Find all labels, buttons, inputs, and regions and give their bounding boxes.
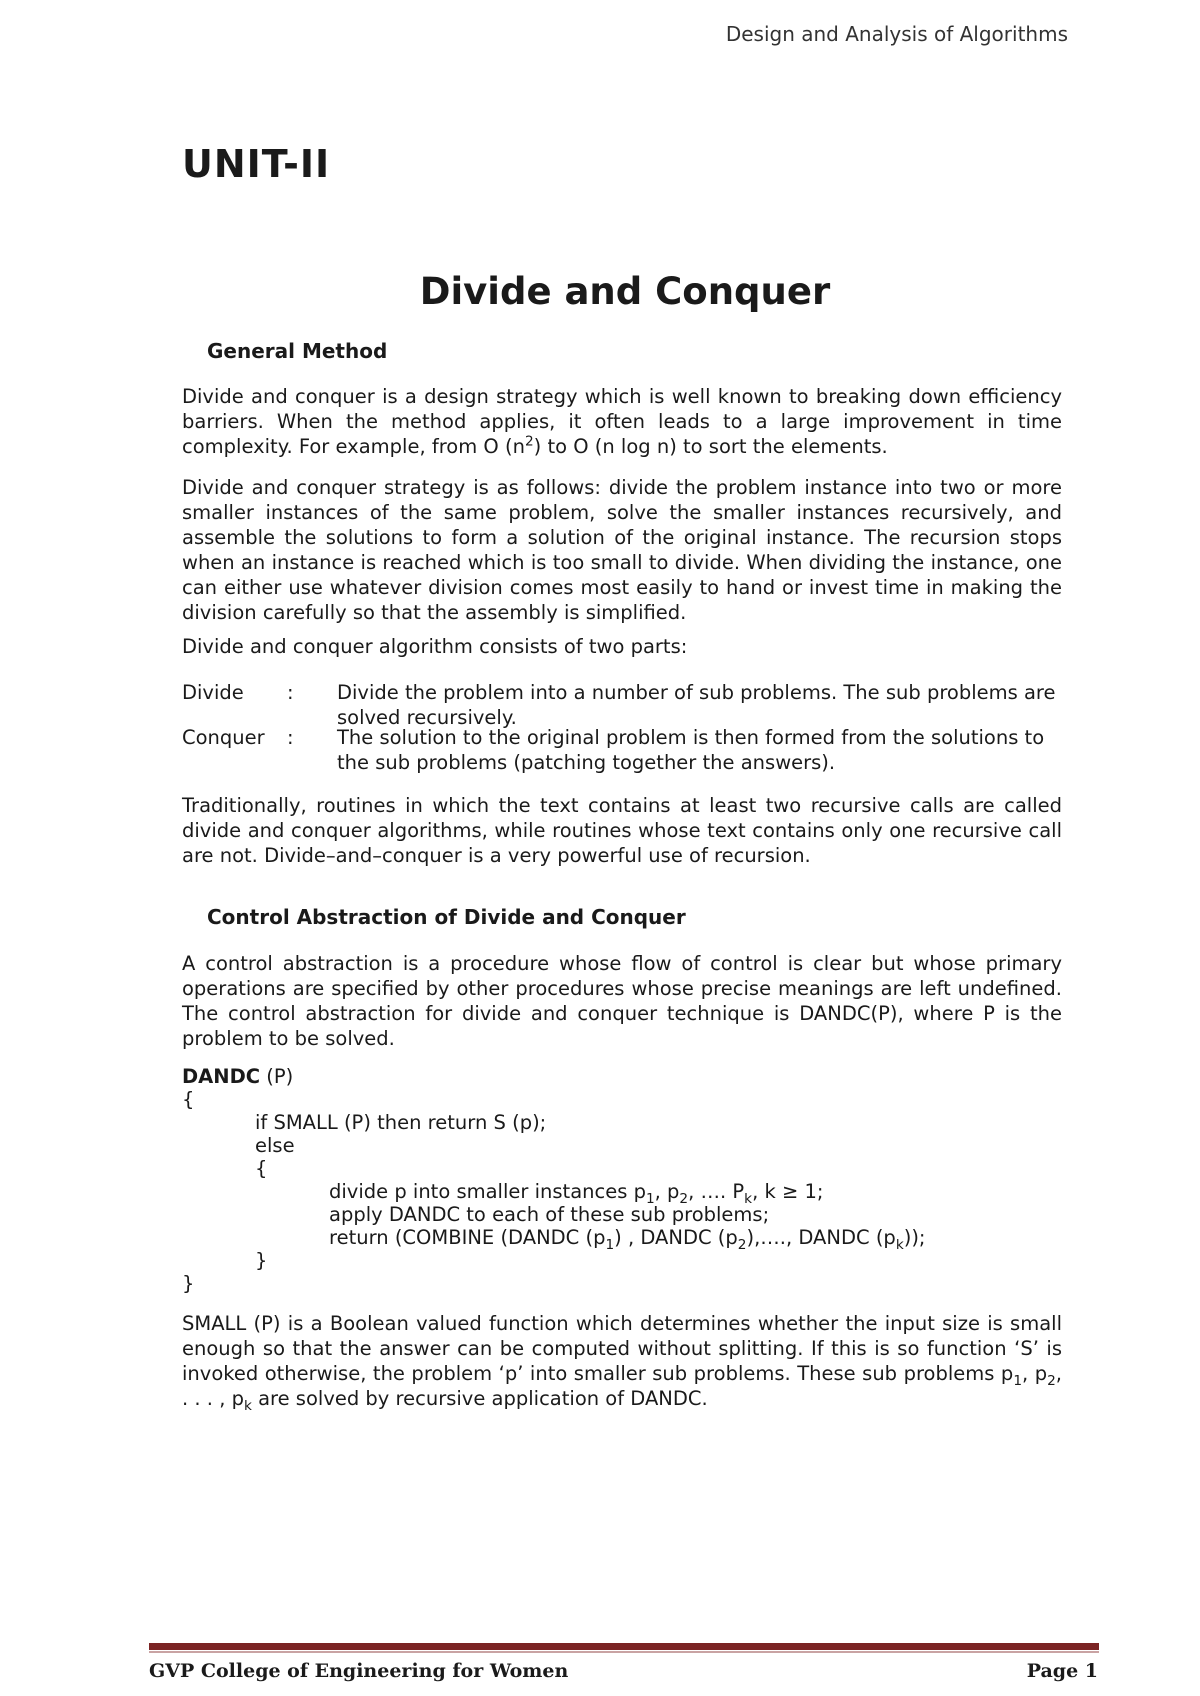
subscript: k [243,1397,252,1414]
subscript: k [895,1236,904,1253]
superscript-exponent: 2 [524,433,534,450]
code-if-line: if SMALL (P) then return S (p); [255,1111,547,1134]
running-header-title: Design and Analysis of Algorithms [725,22,1068,46]
code-inner-close-brace: } [255,1249,268,1272]
paragraph-traditionally: Traditionally, routines in which the text contains at least two recursive calls are called divide and conquer algorithms, while routines whose text contains only one recursive call are not. Divide–and–conquer is a very powerful use of recursion. [182,794,1062,867]
subscript: 1 [605,1236,615,1253]
code-inner-open-brace: { [255,1157,268,1180]
paragraph-strategy: Divide and conquer strategy is as follows: divide the problem instance into two or more smaller instances of the same problem, solve the smaller instances recursively, and assemble the solutions to form a solution of the original instance. The recursion stops when an instance is reached which is too small to divide. When dividing the instance, one can either use whatever division comes most easily to hand or invest time in making the division carefully so that the assembly is simplified. [182,476,1062,624]
subscript: 2 [737,1236,747,1253]
code-divide-text: , p [654,1180,680,1203]
paragraph-intro-text-end: ) to O (n log n) to sort the elements. [533,435,888,458]
code-open-brace: { [182,1088,195,1111]
definition-term: Divide [182,681,244,704]
code-function-name: DANDC [182,1065,261,1088]
definition-colon: : [287,681,294,704]
code-return-text: )); [903,1226,926,1249]
footer-page-number: Page 1 [1026,1660,1098,1682]
subscript: 1 [645,1190,655,1207]
paragraph-small-text: SMALL (P) is a Boolean valued function which determines whether the input size is small enough so that the answer can be computed without splitting. If this is so function ‘S’ is invoked otherwise, the problem ‘p’ into smaller sub problems. These sub problems p [182,1312,1062,1385]
code-param: (P) [260,1065,294,1088]
code-signature [182,1065,293,1089]
paragraph-small-function [182,1311,1062,1414]
code-else-line: else [255,1134,295,1157]
unit-title: UNIT-II [182,142,331,186]
paragraph-control-abstraction: A control abstraction is a procedure whose flow of control is clear but whose primary operations are specified by other procedures whose precise meanings are left undefined. The control abstraction for divide and conquer technique is DANDC(P), where P is the problem to be solved. [182,952,1062,1050]
paragraph-intro [182,384,1062,459]
code-divide-line [329,1180,824,1207]
paragraph-small-text: , p [1022,1362,1048,1385]
section-heading-control-abstraction: Control Abstraction of Divide and Conquer [207,905,686,929]
definition-term: Conquer [182,726,265,749]
code-divide-text: , k ≥ 1; [752,1180,824,1203]
definition-colon: : [287,726,294,749]
subscript: k [744,1190,753,1207]
subscript: 2 [1047,1372,1056,1389]
paragraph-small-text: , . . . , p [182,1362,1062,1410]
code-close-brace: } [182,1272,195,1295]
code-return-text: ),…., DANDC (p [746,1226,896,1249]
subscript: 1 [1013,1372,1023,1389]
definition-description: The solution to the original problem is then formed from the solutions to the sub problems (patching together the answers). [337,726,1045,774]
code-apply-line: apply DANDC to each of these sub problems; [329,1203,770,1226]
chapter-title: Divide and Conquer [419,270,831,313]
code-divide-text: , …. P [688,1180,745,1203]
code-divide-text: divide p into smaller instances p [329,1180,646,1203]
footer-rule [149,1643,1099,1650]
code-return-text: ) , DANDC (p [614,1226,738,1249]
footer-college-name: GVP College of Engineering for Women [149,1660,569,1682]
section-heading-general-method: General Method [207,339,388,363]
code-return-text: return (COMBINE (DANDC (p [329,1226,606,1249]
footer-rule-thin [149,1651,1099,1653]
definition-description: Divide the problem into a number of sub problems. The sub problems are solved recursively. [337,681,1056,729]
code-return-line [329,1226,926,1253]
paragraph-two-parts: Divide and conquer algorithm consists of two parts: [182,635,688,658]
paragraph-intro-text: Divide and conquer is a design strategy which is well known to breaking down efficiency barriers. When the method applies, it often leads to a large improvement in time complexity. For example, from O (n [182,385,1062,458]
subscript: 2 [679,1190,689,1207]
paragraph-small-text: are solved by recursive application of DANDC. [251,1387,708,1410]
